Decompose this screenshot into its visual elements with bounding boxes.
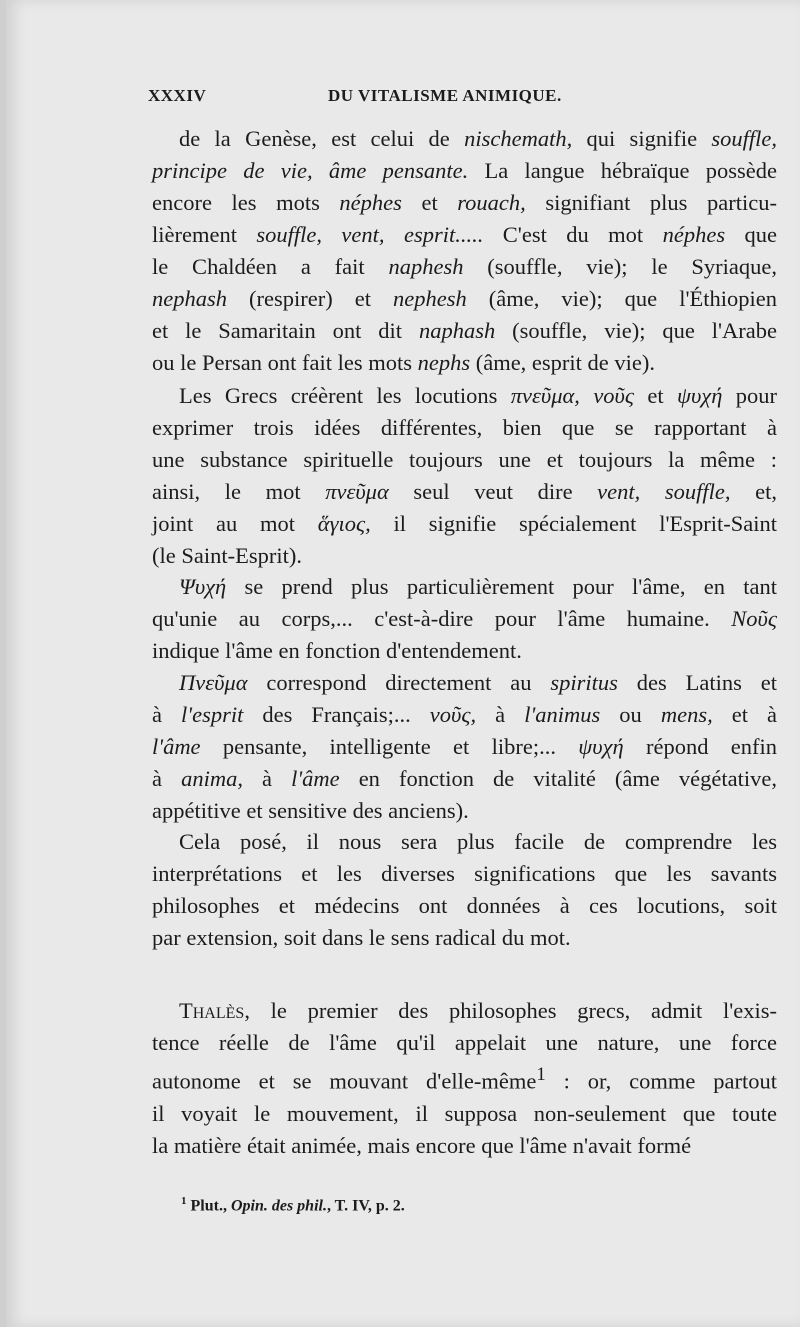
text-run: ainsi, le mot	[152, 479, 326, 504]
text-run: C'est du mot	[483, 222, 663, 247]
text-run	[580, 383, 593, 408]
italic-text: spiritus	[550, 670, 618, 695]
text-line	[152, 995, 777, 1027]
italic-text: nephash	[152, 286, 227, 311]
text-line	[152, 922, 777, 954]
text-run: philosophes et médecins ont données à ces locutions, soit	[152, 893, 777, 918]
text-line	[152, 763, 777, 795]
text-run: joint au mot	[152, 511, 318, 536]
text-line	[152, 1098, 777, 1130]
text-line	[152, 826, 777, 858]
italic-text: néphes	[339, 190, 402, 215]
text-run: une substance spirituelle toujours une et toujours la même :	[152, 447, 777, 472]
text-run: Les Grecs créèrent les locutions	[179, 383, 511, 408]
text-line	[152, 667, 777, 699]
text-run: seul veut dire	[388, 479, 598, 504]
italic-text: mens,	[660, 702, 713, 727]
paragraph	[152, 380, 777, 572]
italic-text: Πνεῦμα	[179, 670, 248, 695]
text-run: le Chaldéen a fait	[152, 254, 389, 279]
text-run: (souffle, vie); le Syriaque,	[463, 254, 777, 279]
italic-text: nephesh	[393, 286, 467, 311]
footnote-ref: 1	[536, 1064, 546, 1085]
text-run: il voyait le mouvement, il supposa non-seulement que toute	[152, 1100, 777, 1126]
italic-text: ψυχή	[677, 383, 723, 408]
text-run: (souffle, vie); que l'Arabe	[495, 318, 777, 343]
footnote-text-a: Plut.,	[190, 1197, 231, 1215]
text-run: que	[725, 222, 777, 247]
italic-text: néphes	[662, 222, 726, 247]
text-run: (le Saint-Esprit).	[152, 543, 302, 568]
text-run: et à	[712, 702, 777, 727]
text-line	[152, 508, 777, 540]
text-run: Cela posé, il nous sera plus facile de comprendre les	[179, 829, 777, 854]
italic-text: πνεῦμα,	[510, 383, 580, 408]
text-run: lièrement	[152, 222, 257, 247]
italic-text: l'âme	[152, 734, 201, 759]
text-line	[152, 412, 777, 444]
text-run: (âme, vie); que l'Éthiopien	[466, 286, 777, 311]
italic-text: souffle, vent, esprit.....	[256, 222, 484, 247]
text-line	[152, 380, 777, 412]
text-run: répond enfin	[623, 734, 777, 759]
italic-text: Νοῦς	[731, 606, 777, 631]
text-run: qui signifie	[572, 126, 712, 151]
text-run: de la Genèse, est celui de	[179, 126, 465, 151]
italic-text: l'esprit	[181, 702, 244, 727]
running-title: DU VITALISME ANIMIQUE.	[328, 86, 562, 105]
text-run: signifiant plus particu-	[525, 190, 777, 215]
italic-text: Ψυχή	[179, 574, 227, 599]
text-run: il signifie spécialement l'Esprit-Saint	[370, 511, 777, 536]
text-line	[152, 1059, 777, 1098]
italic-text: anima,	[181, 766, 243, 791]
text-run: pour	[722, 383, 777, 408]
text-run: et le Samaritain ont dit	[152, 318, 419, 343]
text-run: encore les mots	[152, 190, 340, 215]
text-run: appétitive et sensitive des anciens).	[152, 798, 469, 823]
text-run: et	[401, 190, 458, 215]
text-run: La langue hébraïque possède	[468, 158, 777, 183]
text-run: (âme, esprit de vie).	[470, 350, 656, 375]
text-line	[152, 123, 777, 155]
italic-text: vent, souffle,	[597, 479, 731, 504]
italic-text: l'âme	[291, 766, 340, 791]
text-run: par extension, soit dans le sens radical du mot.	[152, 925, 571, 950]
italic-text: πνεῦμα	[325, 479, 389, 504]
text-line	[152, 571, 777, 603]
text-run: Thalès	[179, 998, 245, 1023]
text-run: et,	[730, 479, 777, 504]
text-run: tence réelle de l'âme qu'il appelait une nature, une force	[152, 1030, 777, 1055]
text-line	[152, 540, 777, 572]
text-run: , le premier des philosophes grecs, admit l'exis-	[244, 998, 777, 1023]
text-run: et	[634, 383, 677, 408]
text-run: à	[476, 702, 525, 727]
text-run: exprimer trois idées différentes, bien que se rapportant à	[152, 415, 777, 440]
text-run: ou	[600, 702, 661, 727]
text-run: se prend plus particulièrement pour l'âme, en tant	[226, 574, 777, 599]
italic-text: naphesh	[388, 254, 464, 279]
italic-text: l'animus	[524, 702, 601, 727]
text-line	[152, 444, 777, 476]
book-page	[6, 0, 800, 1327]
italic-text: naphash	[418, 318, 496, 343]
italic-text: rouach,	[457, 190, 526, 215]
text-line	[152, 635, 777, 667]
italic-text: nephs	[417, 350, 471, 375]
text-run: à	[242, 766, 292, 791]
text-run: correspond directement au	[247, 670, 551, 695]
paragraph	[152, 667, 777, 827]
text-run: pensante, intelligente et libre;...	[200, 734, 579, 759]
text-line	[152, 315, 777, 347]
paragraph	[152, 826, 777, 954]
text-line	[152, 1130, 777, 1162]
italic-text: nischemath,	[464, 126, 573, 151]
text-line	[152, 187, 777, 219]
text-line	[152, 476, 777, 508]
text-run: : or, comme partout	[545, 1068, 777, 1094]
italic-text: souffle,	[711, 126, 777, 151]
footnote-text-italic: Opin. des phil.	[230, 1197, 327, 1215]
text-run: qu'unie au corps,... c'est-à-dire pour l'âme humaine.	[152, 606, 732, 631]
text-line	[152, 1027, 777, 1059]
italic-text: ἅγιος,	[317, 511, 371, 536]
text-line	[152, 219, 777, 251]
footnote	[181, 1195, 405, 1215]
text-run: des Français;...	[243, 702, 430, 727]
text-run: ou le Persan ont fait les mots	[152, 350, 418, 375]
text-line	[152, 699, 777, 731]
text-run: à	[152, 766, 182, 791]
text-line	[152, 795, 777, 827]
text-line	[152, 603, 777, 635]
text-line	[152, 347, 777, 379]
footnote-text-b: , T. IV, p. 2.	[326, 1197, 405, 1215]
italic-text: ψυχή	[578, 734, 624, 759]
text-line	[152, 731, 777, 763]
text-line	[152, 283, 777, 315]
text-run: interprétations et les diverses significations que les savants	[152, 861, 777, 886]
text-line	[152, 890, 777, 922]
text-run: des Latins et	[617, 670, 777, 695]
paragraph	[152, 571, 777, 667]
paragraph	[152, 123, 777, 379]
text-line	[152, 858, 777, 890]
footnote-marker: 1	[181, 1195, 187, 1207]
text-run: à	[152, 702, 182, 727]
text-run: en fonction de vitalité (âme végétative,	[339, 766, 777, 791]
text-run: la matière était animée, mais encore que l'âme n'avait formé	[152, 1132, 692, 1158]
paragraph	[152, 995, 777, 1162]
text-run: autonome et se mouvant d'elle-même	[152, 1068, 537, 1094]
italic-text: principe de vie, âme pensante.	[152, 158, 469, 183]
text-line	[152, 251, 777, 283]
page-number: XXXIV	[148, 86, 207, 105]
text-run: (respirer) et	[227, 286, 394, 311]
italic-text: νοῦς,	[429, 702, 477, 727]
text-line	[152, 155, 777, 187]
text-run: indique l'âme en fonction d'entendement.	[152, 638, 522, 663]
italic-text: νοῦς	[593, 383, 635, 408]
